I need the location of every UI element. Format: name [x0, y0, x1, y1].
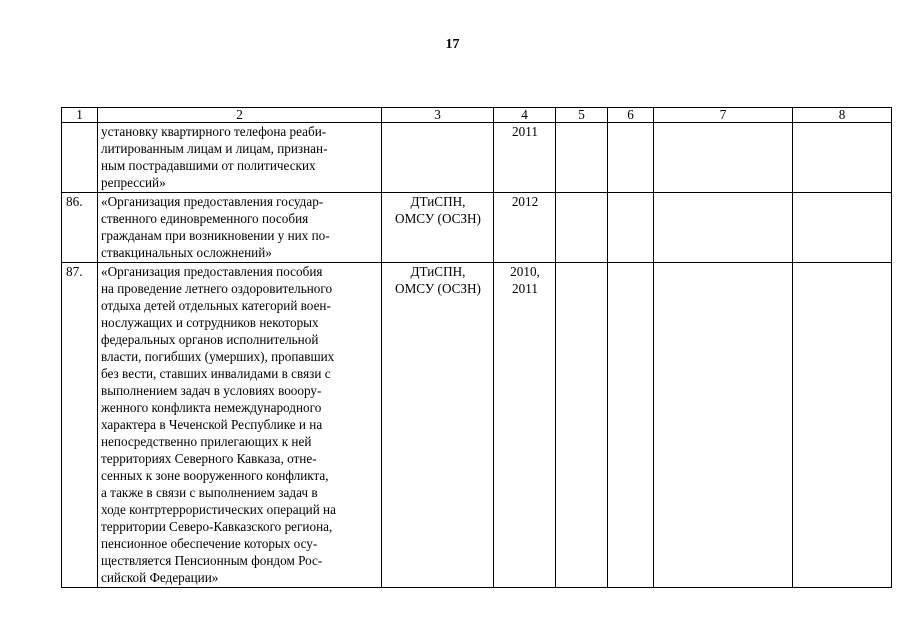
header-cell-5: 5: [556, 108, 608, 123]
description-line: а также в связи с выполнением задач в: [101, 485, 318, 500]
item-executor: [382, 123, 494, 193]
year-line: 2011: [512, 124, 538, 139]
empty-cell: [793, 193, 892, 263]
empty-cell: [608, 123, 654, 193]
header-cell-4: 4: [494, 108, 556, 123]
description-line: ным пострадавшими от политических: [101, 158, 316, 173]
header-cell-2: 2: [98, 108, 382, 123]
description-line: власти, погибших (умерших), пропавших: [101, 349, 335, 364]
item-description: [98, 263, 382, 588]
executor-line: ОМСУ (ОСЗН): [395, 211, 481, 226]
empty-cell: [654, 263, 793, 588]
description-line: ствакцинальных осложнений»: [101, 245, 272, 260]
description-line: репрессий»: [101, 175, 166, 190]
description-line: ществляется Пенсионным фондом Рос-: [101, 553, 323, 568]
item-year: [494, 263, 556, 588]
item-executor: [382, 193, 494, 263]
item-year: [494, 193, 556, 263]
item-number: 86.: [62, 193, 98, 263]
empty-cell: [654, 193, 793, 263]
table-row: [62, 123, 892, 193]
empty-cell: [608, 193, 654, 263]
description-line: пенсионное обеспечение которых осу-: [101, 536, 318, 551]
description-line: сенных к зоне вооруженного конфликта,: [101, 468, 329, 483]
executor-line: ОМСУ (ОСЗН): [395, 281, 481, 296]
header-cell-8: 8: [793, 108, 892, 123]
description-line: сийской Федерации»: [101, 570, 219, 585]
empty-cell: [793, 263, 892, 588]
description-line: установку квартирного телефона реаби-: [101, 124, 327, 139]
header-cell-6: 6: [608, 108, 654, 123]
empty-cell: [654, 123, 793, 193]
header-cell-1: 1: [62, 108, 98, 123]
description-line: характера в Чеченской Республике и на: [101, 417, 323, 432]
item-executor: [382, 263, 494, 588]
description-line: отдыха детей отдельных категорий воен-: [101, 298, 331, 313]
description-line: территориях Северного Кавказа, отне-: [101, 451, 317, 466]
description-line: выполнением задач в условиях вооору-: [101, 383, 322, 398]
header-row: [62, 108, 892, 123]
header-cell-7: 7: [654, 108, 793, 123]
empty-cell: [556, 123, 608, 193]
description-line: женного конфликта немеждународного: [101, 400, 322, 415]
description-line: непосредственно прилегающих к ней: [101, 434, 312, 449]
executor-line: ДТиСПН,: [410, 194, 466, 209]
description-line: федеральных органов исполнительной: [101, 332, 319, 347]
description-line: «Организация предоставления пособия: [101, 264, 323, 279]
item-year: [494, 123, 556, 193]
description-line: нослужащих и сотрудников некоторых: [101, 315, 319, 330]
description-line: ственного единовременного пособия: [101, 211, 309, 226]
empty-cell: [608, 263, 654, 588]
page-number: 17: [445, 37, 460, 52]
description-line: гражданам при возникновении у них по-: [101, 228, 330, 243]
item-description: [98, 193, 382, 263]
year-line: 2010,: [510, 264, 540, 279]
empty-cell: [556, 193, 608, 263]
item-number: [62, 123, 98, 193]
header-cell-3: 3: [382, 108, 494, 123]
year-line: 2012: [511, 194, 539, 209]
executor-line: ДТиСПН,: [410, 264, 466, 279]
description-line: «Организация предоставления государ-: [101, 194, 324, 209]
empty-cell: [793, 123, 892, 193]
description-line: без вести, ставших инвалидами в связи с: [101, 366, 331, 381]
year-line: 2011: [512, 281, 538, 296]
description-line: литированным лицам и лицам, признан-: [101, 141, 328, 156]
description-line: ходе контртеррористических операций на: [101, 502, 336, 517]
table-row: [62, 193, 892, 263]
description-line: территории Северо-Кавказского региона,: [101, 519, 333, 534]
empty-cell: [556, 263, 608, 588]
table-row: [62, 263, 892, 588]
description-line: на проведение летнего оздоровительного: [101, 281, 333, 296]
program-table: [61, 107, 892, 588]
item-description: [98, 123, 382, 193]
item-number: 87.: [62, 263, 98, 588]
